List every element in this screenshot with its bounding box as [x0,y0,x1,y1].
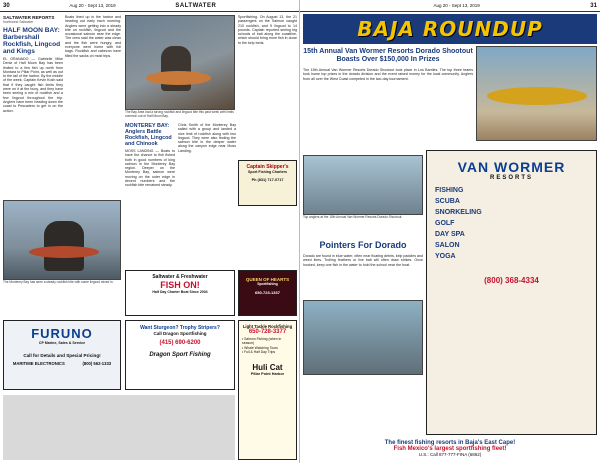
furuno-brand: FURUNO [31,326,93,341]
shootout-headline: 15th Annual Van Wormer Resorts Dorado Shootout Boasts Over $150,000 In Prizes [303,48,473,63]
huli-loc: Pillar Point Harbor [250,371,285,376]
shootout-photo [476,46,597,141]
huli-title: Light Tackle Rockfishing [242,324,293,329]
bottom-line-1: The finest fishing resorts in Baja's East Cape! [384,440,516,446]
van-wormer-sub: RESORTS [489,175,533,181]
furuno-company: MARITIME ELECTRONICS [12,361,65,366]
vw-item: FISHING [435,187,464,194]
winners-caption: Top anglers at the 15th Annual Van Wormer Resorts Dorado Shootout. [303,215,403,219]
half-moon-body-3: Sportfishing. On August 13, the 21 passengers on the Salmon caught 210 rockfish, and 9 lingcod to 14 pounds. Captain reported seeing big schools of bait along the coastline, which should bring more fish in close to the kelp beds. [238,15,297,45]
anglers-photo-2 [3,200,121,280]
left-section: SALTWATER [175,2,217,9]
huli-boat: Huli Cat [252,362,283,372]
queen-phone: 650-723-1337 [255,290,280,295]
van-wormer-ad [426,150,597,435]
left-page-number: 30 [3,2,10,9]
monterey-headline: MONTEREY BAY: Anglers Battle Rockfish, Lingcod and Chinook [125,123,172,147]
fish-shape [146,71,211,85]
half-moon-body: EL GRANADO — Gabrielle Mike Deniz of Half Moon Bay has been limited to a few fish up north from Montara to Pillar Point, as well as out to the tail of the harbor. By the middle of the week, Captain Kevin Kosh said that if they caught fish limits they were on it at the buoy, and they have been seeing a mix of rockfish and a few lingcod throughout the trip. Anglers have been heading down the coast to Pescadero to get in on the action. [3,57,63,113]
captain-skipper-sub: Sport Fishing Charters [248,170,287,174]
queen-of-hearts-ad [238,270,297,316]
captain-skipper-ad [238,160,297,206]
right-page [300,0,600,463]
van-wormer-list [427,181,596,266]
huli-cat-ad [238,320,297,460]
dragon-title: Want Sturgeon? Trophy Stripers? [140,325,220,331]
right-page-number: 31 [590,2,597,9]
vw-item: SCUBA [435,198,460,205]
left-date: Aug 20 - Sept 13, 2019 [69,3,116,8]
huli-line: • Full & Half Day Trips [242,350,276,355]
vw-item: GOLF [435,220,455,227]
photo-1-caption: The Bay Area had a strong rockfish and lingcod bite this past week with limits common out of Half Moon Bay. [125,110,234,118]
banner-title: BAJA ROUNDUP [357,17,543,41]
dragon-phone: (415) 690-6200 [159,340,201,346]
monterey-column [125,123,175,188]
vw-item: SNORKELING [435,209,482,216]
bottom-line-2: Fish Mexico's largest sportfishing fleet! [393,446,507,452]
fish-on-title: Saltwater & Freshwater [152,274,208,280]
right-date: Aug 20 - Sept 13, 2019 [433,3,480,8]
fish-on-detail: Half Day Charter Boat Since 2004 [152,290,208,294]
vw-item: DAY SPA [435,231,465,238]
van-wormer-phone: (800) 368-4334 [484,276,539,285]
queen-title: QUEEN OF HEARTS [245,277,290,282]
left-col-1 [3,15,63,113]
anglers-photo-1 [125,15,235,110]
pointers-body: Dorado are found in blue water, often near floating debris, kelp paddies and weed lines. Trolling feathers or live bait will often draw strikes. Once hooked, keep one fish in the water to hold the school near the boat. [303,254,423,267]
half-moon-headline: HALF MOON BAY: Barbershall Rockfish, Lingcod and Kings [3,27,61,55]
right-folio [300,0,600,12]
winners-photo [303,155,423,215]
sidebar-brand: SALTWATER REPORTS [3,15,55,20]
dragon-sub: Call Dragon Sportfishing [153,331,207,336]
sidebar-sub: Northwest Saltwater [3,20,34,24]
furuno-ad [3,320,121,390]
vw-item: SALON [435,242,460,249]
monterey-body: MOSS LANDING — Boats to have the chance to fish fished both in good numbers of king salmon in the Monterey Bay region. Deeper on the Monterey Bay, salmon were moving on the outer edge in decent numbers and the rockfish bite remained steady. [125,149,175,188]
left-folio [0,0,299,12]
fishing-photo [303,300,423,375]
dragon-boat: Dragon Sport Fishing [149,352,211,358]
huli-lines [239,335,296,357]
fish-shape-2 [29,246,99,258]
fish-on-ad [125,270,235,316]
left-col-4 [238,15,297,45]
bottom-bar [300,440,600,463]
fish-on-sub: FISH ON! [160,280,200,290]
furuno-phone: (800) 562-1333 [82,361,112,366]
captain-skipper-phone: Ph (831) 717-0717 [251,178,284,182]
dorado-shape [487,87,587,105]
baja-roundup-banner [303,14,597,44]
half-moon-body-2: Boats lined up in the harbor and heading out early each morning. Anglers were getting into a steady bite on rockfish, lingcod and the occasional salmon near the edge. The crew said the water was clean and the fish were hungry, and everyone went home with full bags. Rockfish and cabezon have filled the sacks on most trips. [65,15,121,58]
huli-phone: 650-728-3377 [248,329,287,335]
photo-2-caption: The Monterey Bay has seen a steady rockfish bite with some lingcod mixed in. [3,280,114,284]
left-col-2 [65,15,121,58]
huli-line: • Whale Watching Tours [242,345,278,350]
furuno-footer [4,361,120,366]
salmon-column [178,123,236,153]
shootout-body: The 15th Annual Van Wormer Resorts Dorado Shootout took place in Los Barriles. The top three teams took home top prizes in the dorado division and the event raised money for the local community. Anglers from all over the West Coast competed in the two-day tournament. [303,68,473,81]
filler-block [3,395,235,460]
vw-item: YOGA [435,253,456,260]
pointers-headline: Pointers For Dorado [319,240,407,250]
queen-sub: Sportfishing [257,282,278,286]
huli-line: • Salmon Fishing (when in season) [242,337,282,346]
furuno-call: Call for Details and Special Pricing! [23,353,101,358]
bottom-line-3: U.S.: Call 877-777-FINA (6862) [418,452,482,457]
van-wormer-title: VAN WORMER [457,159,566,175]
furuno-line1: CP Marine, Sales & Service [38,341,86,345]
salmon-body: Chris Smith of the Monterey Bay sailed with a group and landed a nice limit of rockfish along with two lingcod. They were also finding the salmon bite in the deeper water along the canyon edge near Moss Landing. [178,123,236,153]
captain-skipper-title: Captain Skipper's [246,164,289,170]
dragon-ad [125,320,235,390]
